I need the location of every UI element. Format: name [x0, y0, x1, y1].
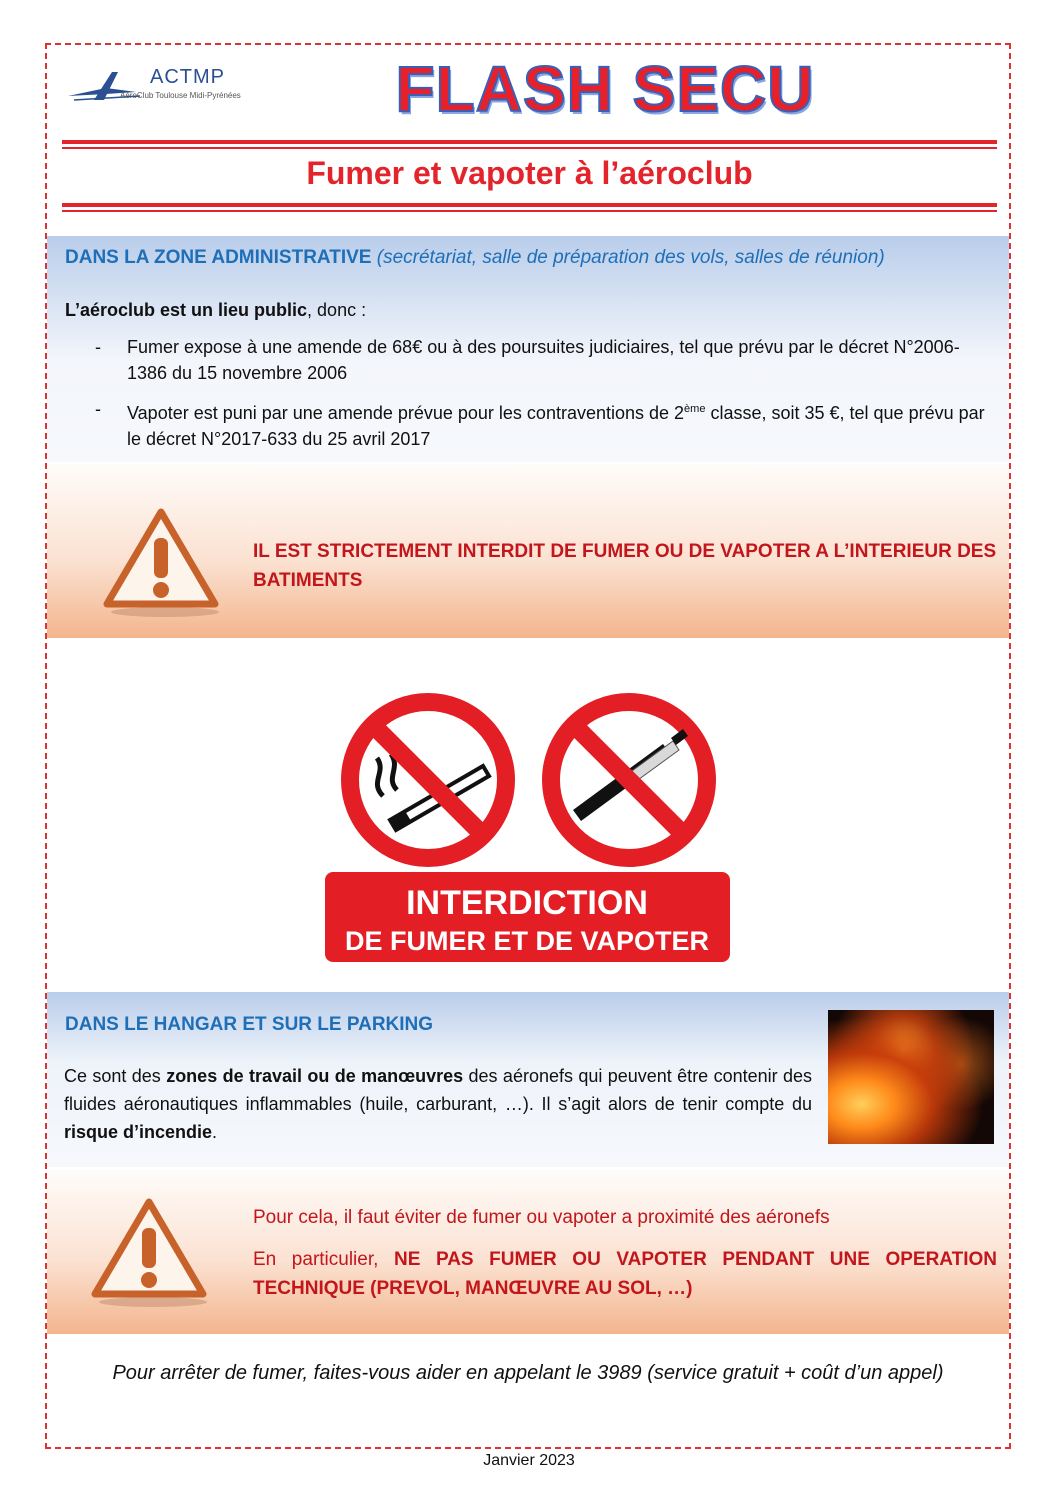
- warning-line-2-intro: En particulier,: [253, 1249, 394, 1270]
- warning-section-aircraft: [47, 1170, 1009, 1334]
- logo-name: ACTMP: [150, 66, 225, 88]
- hangar-bold-1: zones de travail ou de manœuvres: [166, 1066, 464, 1086]
- document-date: Janvier 2023: [483, 1452, 575, 1469]
- bullet-dash: -: [95, 337, 101, 357]
- warning-line-1: Pour cela, il faut éviter de fumer ou vapoter a proximité des aéronefs: [253, 1207, 830, 1228]
- hangar-paragraph: [64, 1062, 812, 1146]
- bullet-dash: -: [95, 399, 101, 419]
- admin-zone-heading: [65, 247, 995, 269]
- bullet-text: Fumer expose à une amende de 68€ ou à des poursuites judiciaires, tel que prévu par le décret N°2006-1386 du 15 novembre 2006: [127, 337, 960, 383]
- header-rule-top: [62, 140, 997, 149]
- admin-zone-intro: [65, 297, 995, 323]
- sign-line-1: INTERDICTION: [406, 884, 648, 922]
- hangar-text-1: Ce sont des: [64, 1066, 167, 1086]
- admin-zone-section: [47, 236, 1009, 462]
- no-smoking-no-vaping-sign: [325, 692, 730, 962]
- actmp-logo: [66, 66, 266, 106]
- page-title: Fumer et vapoter à l’aéroclub: [306, 155, 753, 191]
- warning-triangle-icon: [87, 1194, 211, 1310]
- admin-zone-detail: (secrétariat, salle de préparation des vols, salles de réunion): [376, 247, 885, 268]
- no-smoking-icon: [350, 702, 506, 858]
- bullet-text-after: classe, soit 35 €, tel que prévu par le décret N°2017-633 du 25 avril 2017: [127, 403, 985, 449]
- bullet-sup: ème: [684, 403, 706, 415]
- intro-rest: , donc :: [307, 300, 367, 320]
- warning-section-buildings: [47, 464, 1009, 638]
- flash-secu-title: FLASH SECU: [395, 53, 815, 125]
- warning-text-buildings: IL EST STRICTEMENT INTERDIT DE FUMER OU DE VAPOTER A L’INTERIEUR DES BATIMENTS: [253, 541, 997, 591]
- hangar-text-3: .: [212, 1122, 218, 1142]
- admin-zone-list: [47, 334, 995, 462]
- header-rule-bottom: [62, 203, 997, 212]
- sign-line-2: DE FUMER ET DE VAPOTER: [344, 926, 710, 956]
- bullet-text-before: Vapoter est puni par une amende prévue pour les contraventions de 2: [127, 403, 685, 423]
- logo-subtitle: AéroClub Toulouse Midi-Pyrénées: [120, 91, 241, 100]
- plane-logo-icon: [66, 66, 146, 106]
- fire-photo: [828, 1010, 994, 1144]
- list-item: [47, 334, 995, 386]
- admin-zone-title: DANS LA ZONE ADMINISTRATIVE: [65, 247, 372, 268]
- list-item: [47, 396, 995, 452]
- warning-line-2: [253, 1245, 997, 1303]
- hangar-bold-2: risque d’incendie: [64, 1122, 213, 1142]
- warning-triangle-icon: [99, 504, 223, 620]
- quit-smoking-note: Pour arrêter de fumer, faites-vous aider en appelant le 3989 (service gratuit + coût d’un appel): [112, 1362, 944, 1384]
- warning-line-2-bold: NE PAS FUMER OU VAPOTER PENDANT UNE OPERATION TECHNIQUE (PREVOL, MANŒUVRE AU SOL, …): [253, 1249, 997, 1299]
- hangar-title: DANS LE HANGAR ET SUR LE PARKING: [65, 1014, 434, 1035]
- no-vaping-icon: [551, 702, 707, 858]
- hangar-text-2: des aéronefs qui peuvent être contenir des fluides aéronautiques inflammables (huile, carburant, …). Il s’agit alors de tenir compte du: [64, 1066, 813, 1114]
- intro-bold: L’aéroclub est un lieu public: [65, 300, 308, 320]
